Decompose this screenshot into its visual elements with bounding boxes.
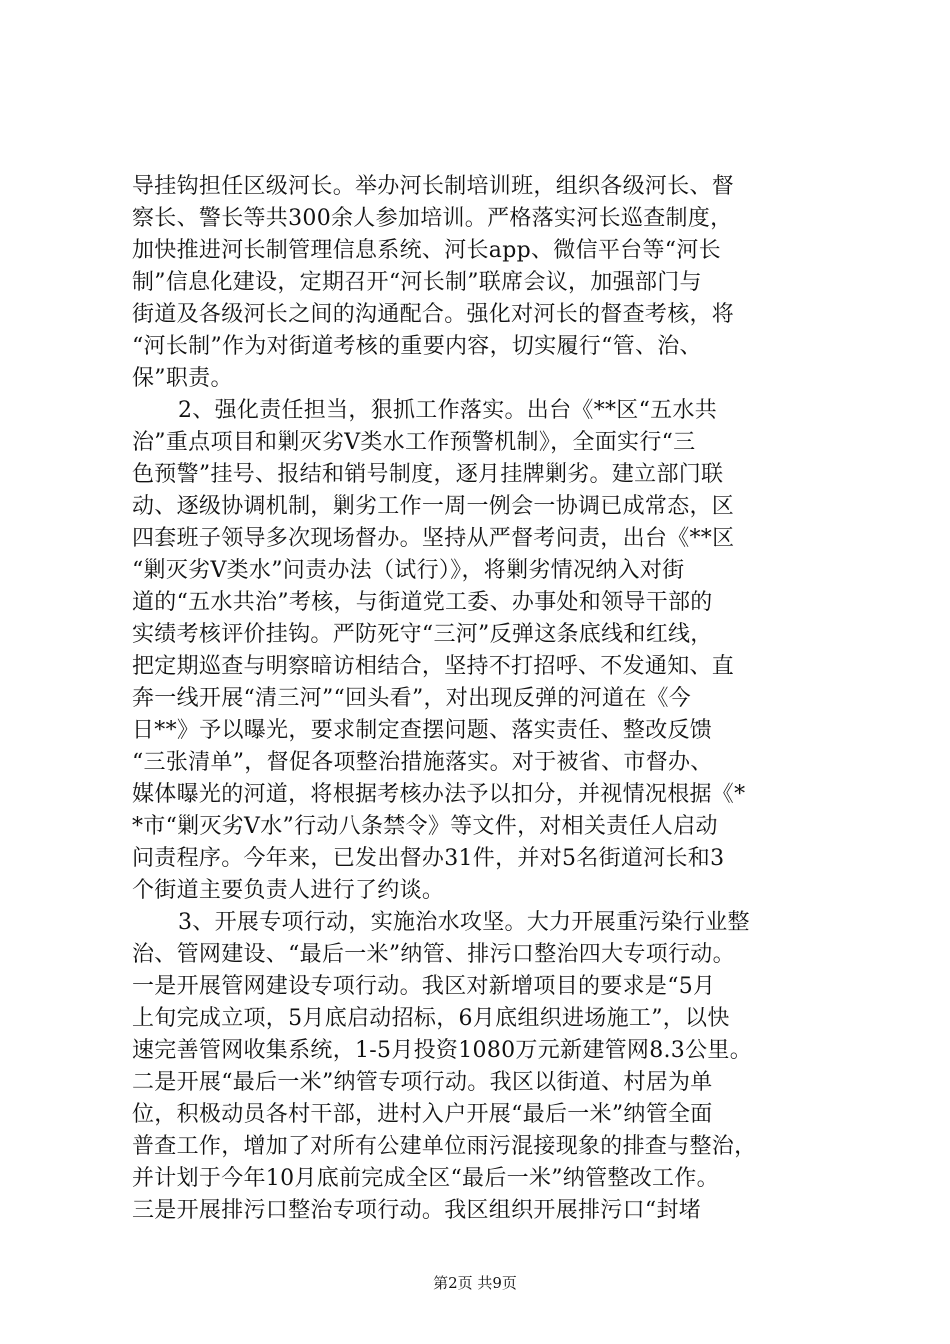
text-line: 速完善管网收集系统，1-5月投资1080万元新建管网8.3公里。 xyxy=(132,1038,753,1063)
text-line: 个街道主要负责人进行了约谈。 xyxy=(132,878,445,903)
paragraph-2 xyxy=(132,395,832,907)
text-line: 媒体曝光的河道，将根据考核办法予以扣分，并视情况根据《* xyxy=(132,782,746,807)
text-line: 普查工作，增加了对所有公建单位雨污混接现象的排查与整治， xyxy=(132,1134,757,1159)
text-line: 三是开展排污口整治专项行动。我区组织开展排污口“封堵 xyxy=(132,1198,702,1223)
text-line: “三张清单”，督促各项整治措施落实。对于被省、市督办、 xyxy=(132,750,713,775)
text-line: 2、强化责任担当，狠抓工作落实。出台《**区“五水共 xyxy=(178,398,718,423)
text-line: 上旬完成立项，5月底启动招标，6月底组织进场施工”，以快 xyxy=(132,1006,730,1031)
text-line: 加快推进河长制管理信息系统、河长app、微信平台等“河长 xyxy=(132,238,721,263)
text-line: 把定期巡查与明察暗访相结合，坚持不打招呼、不发通知、直 xyxy=(132,654,735,679)
text-line: 察长、警长等共300余人参加培训。严格落实河长巡查制度， xyxy=(132,206,733,231)
text-line: 保”职责。 xyxy=(132,366,233,391)
text-line: 导挂钩担任区级河长。举办河长制培训班，组织各级河长、督 xyxy=(132,174,735,199)
text-line: 街道及各级河长之间的沟通配合。强化对河长的督查考核，将 xyxy=(132,302,735,327)
text-line: “河长制”作为对街道考核的重要内容，切实履行“管、治、 xyxy=(132,334,702,359)
text-line: 问责程序。今年来，已发出督办31件，并对5名街道河长和3 xyxy=(132,846,725,871)
text-line: *市“剿灭劣Ⅴ水”行动八条禁令》等文件，对相关责任人启动 xyxy=(132,814,718,839)
text-line: 日**》予以曝光，要求制定查摆问题、落实责任、整改反馈 xyxy=(132,718,713,743)
page-footer xyxy=(0,1272,950,1293)
text-line: 治、管网建设、“最后一米”纳管、排污口整治四大专项行动。 xyxy=(132,942,735,967)
body-text xyxy=(132,171,832,1227)
text-line: 奔一线开展“清三河”“回头看”，对出现反弹的河道在《今 xyxy=(132,686,692,711)
paragraph-3 xyxy=(132,907,832,1227)
paragraph-1 xyxy=(132,171,832,395)
text-line: 治”重点项目和剿灭劣Ⅴ类水工作预警机制》，全面实行“三 xyxy=(132,430,696,455)
text-line: 并计划于今年10月底前完成全区“最后一米”纳管整改工作。 xyxy=(132,1166,719,1191)
text-line: 动、逐级协调机制，剿劣工作一周一例会一协调已成常态，区 xyxy=(132,494,735,519)
text-line: 道的“五水共治”考核，与街道党工委、办事处和领导干部的 xyxy=(132,590,713,615)
text-line: 二是开展“最后一米”纳管专项行动。我区以街道、村居为单 xyxy=(132,1070,713,1095)
text-line: 实绩考核评价挂钩。严防死守“三河”反弹这条底线和红线， xyxy=(132,622,713,647)
page-number-label: 第2页 共9页 xyxy=(433,1274,517,1292)
text-line: 色预警”挂号、报结和销号制度，逐月挂牌剿劣。建立部门联 xyxy=(132,462,724,487)
text-line: 位，积极动员各村干部，进村入户开展“最后一米”纳管全面 xyxy=(132,1102,713,1127)
text-line: 一是开展管网建设专项行动。我区对新增项目的要求是“5月 xyxy=(132,974,716,999)
text-line: “剿灭劣Ⅴ类水”问责办法（试行）》，将剿劣情况纳入对街 xyxy=(132,558,685,583)
text-line: 3、开展专项行动，实施治水攻坚。大力开展重污染行业整 xyxy=(178,910,750,935)
text-line: 四套班子领导多次现场督办。坚持从严督考问责，出台《**区 xyxy=(132,526,735,551)
text-line: 制”信息化建设，定期召开“河长制”联席会议，加强部门与 xyxy=(132,270,702,295)
